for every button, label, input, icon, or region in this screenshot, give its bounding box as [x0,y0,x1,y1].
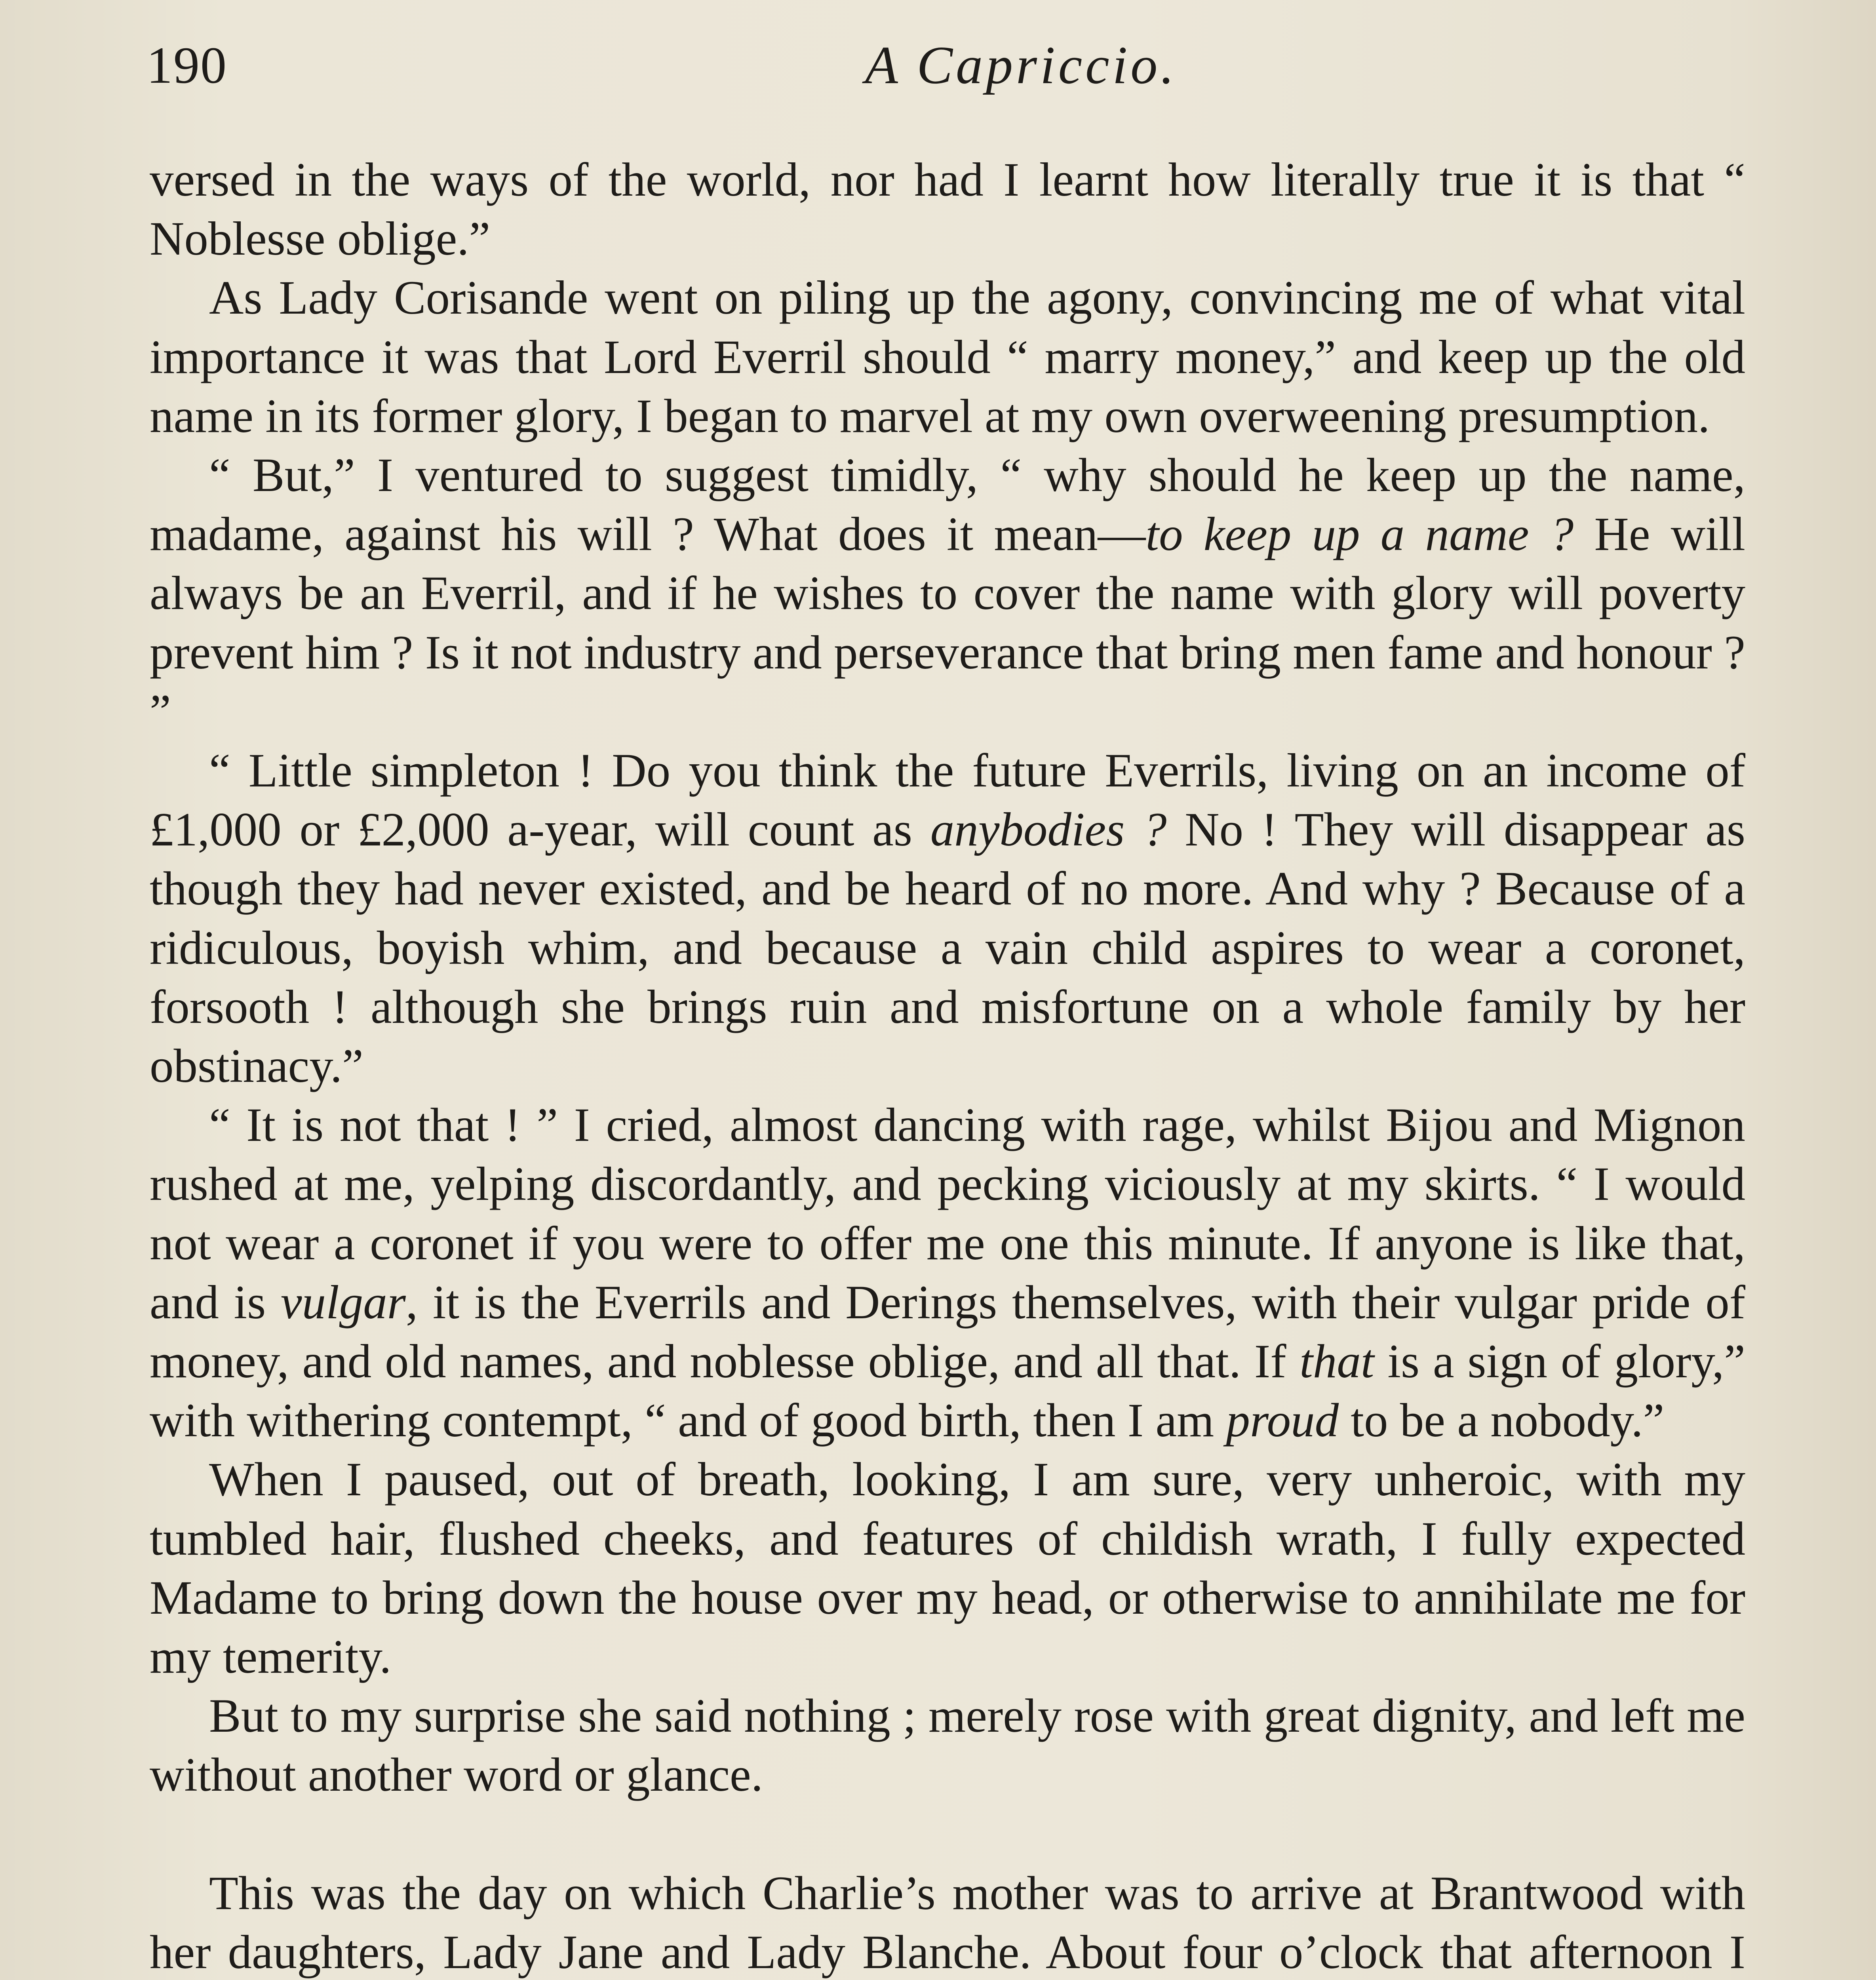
paragraph [150,741,1745,1096]
text-run: As Lady Corisande went on piling up the agony, convincing me of what vital importance it was that Lord Everril should “ marry money,” and keep up the old name in its former glory, I began to marvel at my own overweening presumption. [150,271,1745,443]
italic-text: vulgar [280,1276,406,1329]
paragraph [150,1687,1745,1805]
italic-text: that [1300,1335,1374,1388]
running-title: A Capriccio. [865,36,1178,95]
italic-text: proud [1226,1394,1339,1447]
text-run: to be a nobody.” [1339,1394,1665,1447]
text-run: is a sign of glory,” with withering contempt, “ and of good birth, then I am [150,1335,1745,1447]
running-head [147,28,1777,103]
paragraph [150,150,1745,268]
text-run: “ Little simpleton ! Do you think the future Everrils, living on an income of £1,000 or £2,000 a-year, will count as [150,744,1745,857]
text-run: No ! They will disappear as though they had never existed, and be heard of no more. And why ? Because of a ridiculous, boyish whim, and because a vain child aspires to wear a coronet, forsooth ! although she brings ruin and misfortune on a whole family by her obstinacy.” [150,803,1745,1093]
italic-text: to keep up a name ? [1145,508,1574,561]
text-run: versed in the ways of the world, nor had I learnt how literally true it is that “ Noblesse oblige.” [150,153,1745,266]
text-run: When I paused, out of breath, looking, I am sure, very unheroic, with my tumbled hair, flushed cheeks, and features of childish wrath, I fully expected Madame to bring down the house over my head, or otherwise to annihilate me for my temerity. [150,1453,1745,1684]
body-text [150,150,1745,1980]
page-number: 190 [147,36,227,94]
text-run: “ It is not that ! ” I cried, almost dancing with rage, whilst Bijou and Mignon rushed at me, yelping discordantly, and pecking viciously at my skirts. “ I would not wear a coronet if you were to offer me one this minute. If anyone is like that, and is [150,1099,1745,1329]
paragraph [150,1864,1745,1980]
text-run: He will always be an Everril, and if he wishes to cover the name with glory will poverty prevent him ? Is it not industry and perseverance that bring men fame and honour ? ” [150,508,1745,738]
text-run: , it is the Everrils and Derings themselves, with their vulgar pride of money, and old names, and noblesse oblige, and all that. If [150,1276,1745,1388]
paragraph [150,446,1745,741]
text-run: This was the day on which Charlie’s mother was to arrive at Brantwood with her daughters, Lady Jane and Lady Blanche. About four o’clock that afternoon I [150,1866,1745,1979]
paragraph [150,268,1745,446]
italic-text: anybodies ? [930,803,1167,857]
paragraph [150,1450,1745,1687]
paragraph [150,1096,1745,1450]
text-run: “ But,” I ventured to suggest timidly, “ why should he keep up the name, madame, against his will ? What does it mean— [150,449,1745,561]
text-run: But to my surprise she said nothing ; merely rose with great dignity, and left me without another word or glance. [150,1689,1745,1802]
